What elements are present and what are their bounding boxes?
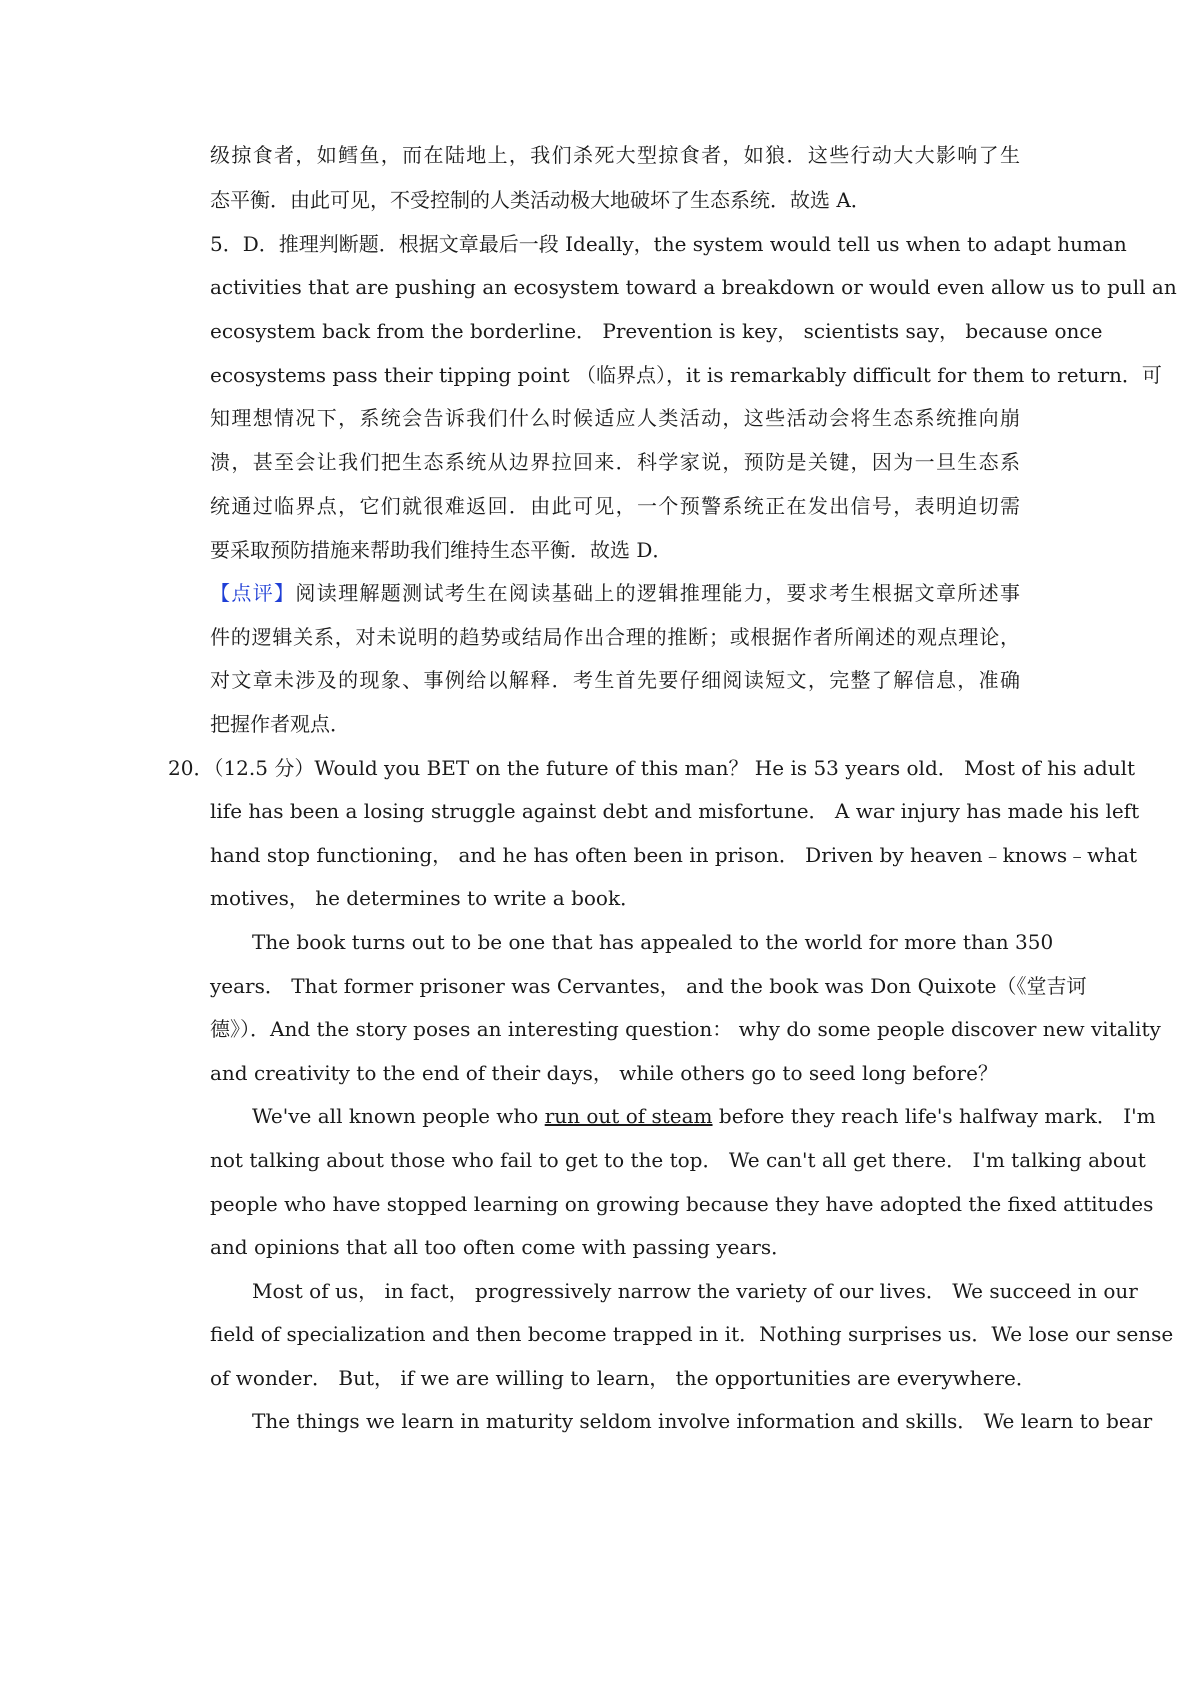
text-line: field of specialization and then become trapped in it．Nothing surprises us．We lose our sense [210, 1322, 1174, 1346]
text-line: 统通过临界点，它们就很难返回．由此可见，一个预警系统正在发出信号，表明迫切需 [210, 494, 1020, 518]
text-span: before they reach life's halfway mark． I'm [712, 1104, 1156, 1128]
text-line: years． That former prisoner was Cervantes， and the book was Don Quixote（《堂吉诃 [210, 974, 1087, 998]
comment-tag: 【点评】 [210, 581, 296, 605]
question-text: Would you BET on the future of this man？ He is 53 years old． Most of his adult [314, 756, 1136, 780]
underlined-phrase: run out of steam [544, 1104, 713, 1128]
text-line: of wonder． But， if we are willing to learn， the opportunities are everywhere． [210, 1366, 1036, 1390]
text-line: 知理想情况下，系统会告诉我们什么时候适应人类活动，这些活动会将生态系统推向崩 [210, 406, 1020, 430]
text-line: 溃，甚至会让我们把生态系统从边界拉回来．科学家说，预防是关键，因为一旦生态系 [210, 450, 1020, 474]
text-line: not talking about those who fail to get to the top． We can't all get there． I'm talking about [210, 1148, 1146, 1172]
text-line: 要采取预防措施来帮助我们维持生态平衡．故选 D． [210, 538, 673, 562]
text-span: We've all known people who [252, 1104, 545, 1128]
text-line: The book turns out to be one that has appealed to the world for more than 350 [252, 930, 1054, 954]
text-line [252, 1101, 1156, 1131]
text-line: ecosystems pass their tipping point （临界点），it is remarkably difficult for them to return．可 [210, 363, 1162, 387]
text-line: ecosystem back from the borderline． Prevention is key， scientists say， because once [210, 319, 1103, 343]
text-line: 5．D．推理判断题．根据文章最后一段 Ideally，the system would tell us when to adapt human [210, 232, 1127, 256]
text-line: and creativity to the end of their days， while others go to seed long before？ [210, 1061, 998, 1085]
text-line: life has been a losing struggle against debt and misfortune． A war injury has made his left [210, 799, 1140, 823]
text-line: motives， he determines to write a book． [210, 886, 641, 910]
text-line: activities that are pushing an ecosystem toward a breakdown or would even allow us to pull an [210, 275, 1177, 299]
comment-line: 把握作者观点． [210, 712, 350, 736]
text-line: 德》）．And the story poses an interesting question： why do some people discover new vitality [210, 1017, 1161, 1041]
comment-line: 对文章未涉及的现象、事例给以解释．考生首先要仔细阅读短文，完整了解信息，准确 [210, 668, 1020, 692]
question-number: 20．（12.5 分） [168, 756, 315, 780]
text-line: 态平衡．由此可见，不受控制的人类活动极大地破坏了生态系统．故选 A． [210, 188, 871, 212]
comment-line: 件的逻辑关系，对未说明的趋势或结局作出合理的推断；或根据作者所阐述的观点理论， [210, 625, 1020, 649]
text-line: Most of us， in fact， progressively narrow the variety of our lives． We succeed in our [252, 1279, 1138, 1303]
text-line: and opinions that all too often come with passing years． [210, 1235, 792, 1259]
text-line: 级掠食者，如鳕鱼，而在陆地上，我们杀死大型掠食者，如狼．这些行动大大影响了生 [210, 143, 1020, 167]
question-heading [168, 753, 1136, 783]
comment-line [210, 578, 1020, 608]
text-line: hand stop functioning， and he has often been in prison． Driven by heaven﹣knows﹣what [210, 843, 1138, 867]
comment-text: 阅读理解题测试考生在阅读基础上的逻辑推理能力，要求考生根据文章所述事 [295, 581, 1021, 605]
text-line: The things we learn in maturity seldom involve information and skills． We learn to bear [252, 1409, 1153, 1433]
text-line: people who have stopped learning on growing because they have adopted the fixed attitudes [210, 1192, 1154, 1216]
